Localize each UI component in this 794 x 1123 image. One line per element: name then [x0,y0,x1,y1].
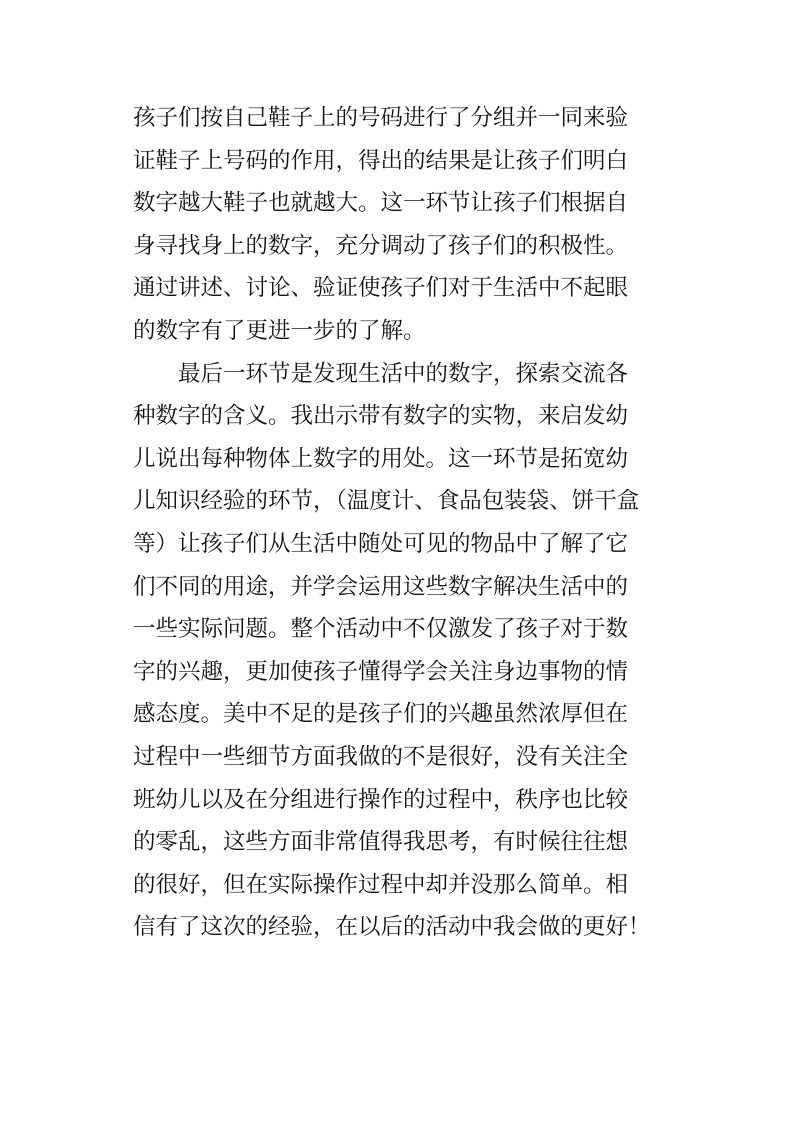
text-line: 班幼儿以及在分组进行操作的过程中，秩序也比较 [133,786,629,813]
text-line: 等）让孩子们从生活中随处可见的物品中了解了它 [133,530,629,557]
text-line: 的零乱，这些方面非常值得我思考，有时候往往想 [133,829,629,856]
text-line: 的很好，但在实际操作过程中却并没那么简单。相 [133,871,629,898]
text-line: 数字越大鞋子也就越大。这一环节让孩子们根据自 [133,190,629,217]
text-line: 最后一环节是发现生活中的数字，探索交流各 [178,360,629,387]
text-line: 过程中一些细节方面我做的不是很好，没有关注全 [133,743,629,770]
text-line: 信有了这次的经验，在以后的活动中我会做的更好！ [133,914,651,941]
text-line: 身寻找身上的数字，充分调动了孩子们的积极性。 [133,232,629,259]
document-body [133,97,673,949]
text-line: 通过讲述、讨论、验证使孩子们对于生活中不起眼 [133,275,629,302]
paragraph-2 [133,353,673,949]
text-line: 感态度。美中不足的是孩子们的兴趣虽然浓厚但在 [133,701,629,728]
text-line: 字的兴趣，更加使孩子懂得学会关注身边事物的情 [133,658,629,685]
text-line: 的数字有了更进一步的了解。 [133,317,426,344]
paragraph-1 [133,97,673,353]
text-line: 儿说出每种物体上数字的用处。这一环节是拓宽幼 [133,445,629,472]
text-line: 证鞋子上号码的作用，得出的结果是让孩子们明白 [133,147,629,174]
text-line: 种数字的含义。我出示带有数字的实物，来启发幼 [133,403,629,430]
text-line: 们不同的用途，并学会运用这些数字解决生活中的 [133,573,629,600]
text-line: 孩子们按自己鞋子上的号码进行了分组并一同来验 [133,105,629,131]
text-line: 一些实际问题。整个活动中不仅激发了孩子对于数 [133,616,629,643]
text-line: 儿知识经验的环节，（温度计、食品包装袋、饼干盒 [133,488,640,515]
